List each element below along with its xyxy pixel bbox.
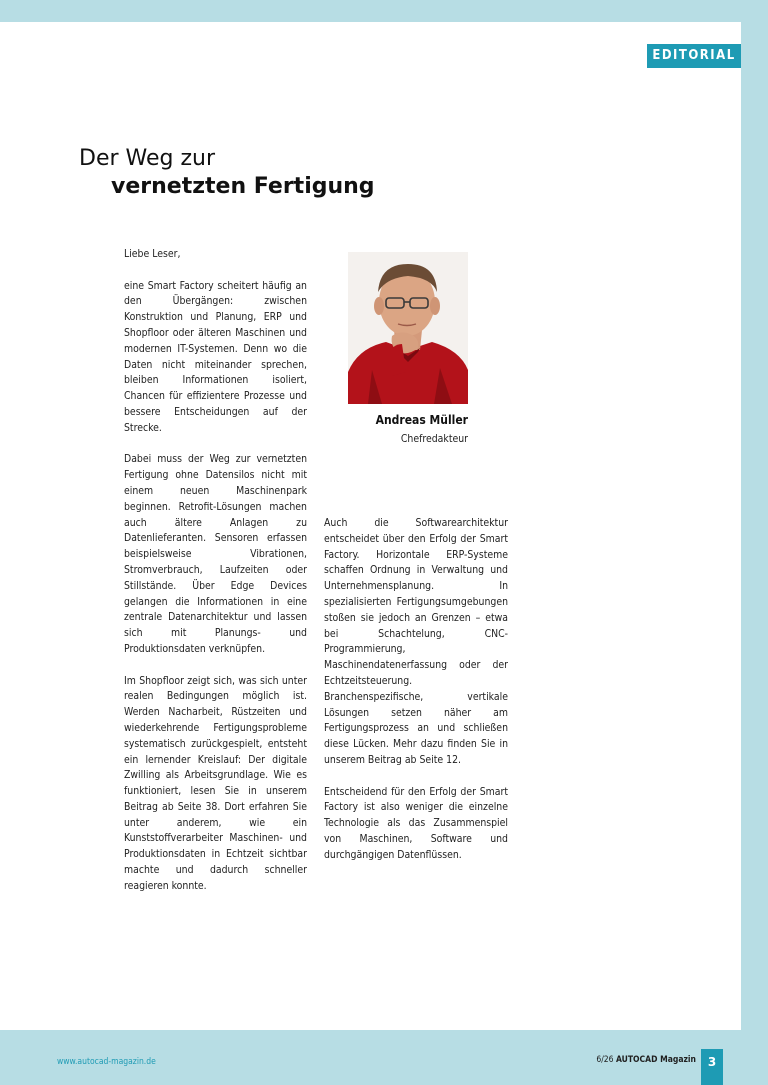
salutation: Liebe Leser, [124,248,181,260]
magazine-name: AUTOCAD Magazin [615,1055,696,1065]
paragraph: Dabei muss der Weg zur vernetzten Fertigung ohne Datensilos nicht mit einem neuen Maschinenpark beginnen. Retrofit-Lösungen machen auch ältere Anlagen zu Datenlieferanten. Sensoren erfassen beispielsweise Vibrationen, Stromverbrauch, Laufzeiten oder Stillstände. Über Edge Devices gelangen die Informationen in eine zentrale Datenarchitektur und lassen sich mit Planungs- und Produktionsdaten verknüpfen. [124,453,307,655]
author-role: Chefredakteur [400,433,468,445]
headline-line-1: Der Weg zur [79,146,216,171]
paragraph: Auch die Softwarearchitektur entscheidet über den Erfolg der Smart Factory. Horizontale ERP-Systeme schaffen Ordnung in Verwaltung und Unternehmensplanung. In spezialisierten Fertigungsumgebungen stoßen sie jedoch an Grenzen – etwa bei Schachtelung, CNC-Programmierung, Maschinendatenerfassung oder der Echtzeitsteuerung. Branchenspezifische, vertikale Lösungen setzen näher am Fertigungsprozess an und schließen diese Lücken. Mehr dazu finden Sie in unserem Beitrag ab Seite 12. [324,517,508,766]
website-link[interactable]: www.autocad-magazin.de [57,1057,156,1067]
left-text-column [124,247,307,910]
right-text-column [324,516,508,879]
issue-number: 6/26 [596,1055,614,1065]
paragraph: Entscheidend für den Erfolg der Smart Factory ist also weniger die einzelne Technologie als das Zusammenspiel von Maschinen, Software und durchgängigen Datenflüssen. [324,785,508,861]
author-name: Andreas Müller [375,413,468,427]
paragraph: Im Shopfloor zeigt sich, was sich unter realen Bedingungen möglich ist. Werden Nacharbeit, Rüstzeiten und wiederkehrende Fertigungsprobleme systematisch zurückgespielt, entsteht ein lernender Kreislauf: Der digitale Zwilling als Arbeitsgrundlage. Wie es funktioniert, lesen Sie in unserem Beitrag ab Seite 38. Dort erfahren Sie unter anderem, wie ein Kunststoffverarbeiter Maschinen- und Produktionsdaten in Echtzeit sichtbar machte und dadurch schneller reagieren konnte. [124,674,307,892]
paragraph: eine Smart Factory scheitert häufig an den Übergängen: zwischen Konstruktion und Planung, ERP und Shopfloor oder älteren Maschinen und modernen IT-Systemen. Denn wo die Daten nicht miteinander sprechen, bleiben Informationen isoliert, Chancen für effizientere Prozesse und bessere Entscheidungen auf der Strecke. [124,279,307,434]
section-tag: EDITORIAL [647,44,741,68]
author-photo [348,252,468,404]
page-number: 3 [701,1049,723,1085]
issue-info [596,1055,696,1065]
headline-line-2: vernetzten Fertigung [111,174,375,199]
